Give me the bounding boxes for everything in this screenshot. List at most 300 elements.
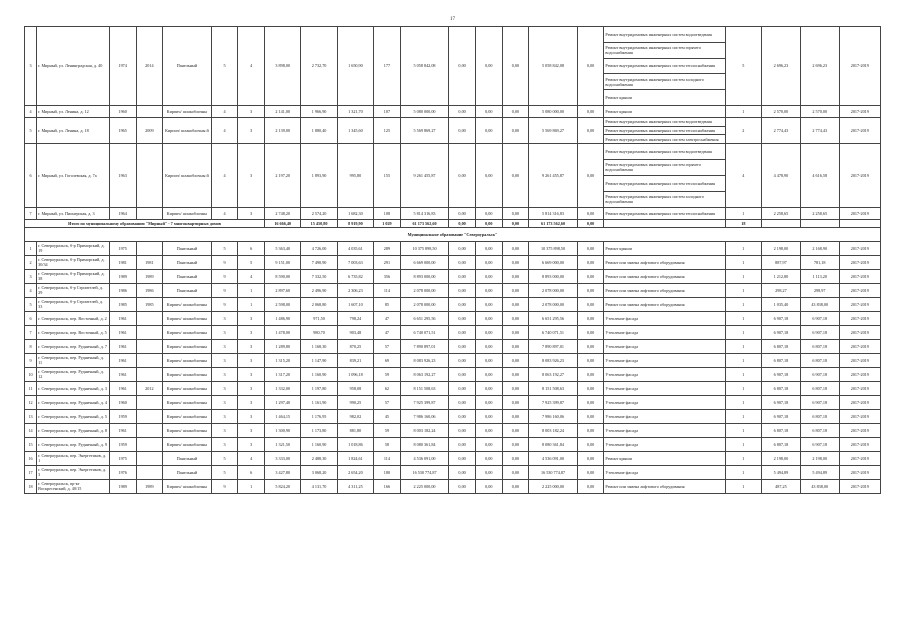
planned-period: 2017-2019 [839,283,880,297]
year-renovated [136,423,163,437]
residents: 291 [374,255,401,269]
table-row [25,311,881,325]
row-number: 9 [25,353,37,367]
municipal-cost: 0,00 [502,409,529,423]
floors: 3 [211,395,238,409]
entrances: 3 [238,339,265,353]
municipal-cost: 0,00 [502,283,529,297]
planned-period: 2017-2019 [839,207,880,219]
work-type: Ремонт внутридомовых инженерных систем теплоснабжения [604,175,725,191]
year-built: 1959 [109,437,136,451]
max-unit-cost: 298,97 [800,283,839,297]
other-cost: 0,00 [577,381,604,395]
municipal-cost: 0,00 [502,241,529,255]
regional-cost: 0,00 [475,423,502,437]
total-count: 18 [725,219,761,227]
works-count: 1 [725,255,761,269]
owners-cost: 7 890 897,01 [529,339,577,353]
planned-period: 2017-2019 [839,409,880,423]
fund-cost: 0,00 [449,367,476,381]
work-type: Ремонт крыши [604,105,725,117]
living-area-owned: 881,80 [337,423,373,437]
work-type: Утепление фасада [604,311,725,325]
address: г. Североуральск, б-р Приморский, д. 38 [37,269,110,283]
other-cost: 0,00 [577,367,604,381]
work-type: Ремонт внутридомовых инженерных систем водоотведения [604,117,725,126]
planned-period: 2017-2019 [839,297,880,311]
year-built: 1981 [109,255,136,269]
living-area-owned: 1 650,90 [337,27,373,106]
other-cost: 0,00 [577,395,604,409]
max-unit-cost: 2 570,00 [800,105,839,117]
year-built: 1989 [109,269,136,283]
address: г. Североуральск, б-р Строителей, д. 33 [37,297,110,311]
total-area: 1 464,15 [265,409,301,423]
total-area: 9 151,00 [265,255,301,269]
address: г. Североуральск, пер. Энергетиков, д. 1 [37,451,110,465]
year-built: 1961 [109,381,136,395]
other-cost: 0,00 [577,311,604,325]
work-type: Ремонт внутридомовых инженерных систем теплоснабжения [604,126,725,135]
works-count: 1 [725,339,761,353]
year-built: 1974 [109,27,136,106]
municipal-cost: 0,00 [502,451,529,465]
unit-cost: 1 212,80 [762,269,801,283]
residents: 177 [374,27,401,106]
total-area: 1 478,00 [265,325,301,339]
year-renovated: 1986 [136,283,163,297]
total-cost: 9 261 455,87 [400,143,448,207]
floors: 3 [211,339,238,353]
living-area-owned: 1 321,70 [337,105,373,117]
municipal-cost: 0,00 [502,423,529,437]
total-area: 2 598,00 [265,297,301,311]
residents: 47 [374,325,401,339]
municipal-cost: 0,00 [502,117,529,143]
work-type: Утепление фасада [604,465,725,479]
living-area: 1 147,90 [301,353,337,367]
work-type: Ремонт внутридомовых инженерных систем водоотведения [604,27,725,43]
work-type: Ремонт внутридомовых инженерных систем теплоснабжения [604,58,725,74]
fund-cost: 0,00 [449,409,476,423]
living-area-owned: 1 345,60 [337,117,373,143]
other-cost: 0,00 [577,465,604,479]
regional-cost: 0,00 [475,395,502,409]
floors: 9 [211,255,238,269]
floors: 4 [211,105,238,117]
max-unit-cost: 43 838,00 [800,297,839,311]
table-row [25,283,881,297]
owners-cost: 8 063 192,27 [529,367,577,381]
total-cost: 8 003 182,24 [400,423,448,437]
total-area: 3 333,00 [265,451,301,465]
living-area-owned: 7 003,63 [337,255,373,269]
planned-period: 2017-2019 [839,367,880,381]
year-renovated [136,451,163,465]
row-number: 6 [25,143,37,207]
address: г. Североуральск, пер. Рудничный, д. 9 [37,437,110,451]
total-area-2: 15 450,80 [301,219,337,227]
wall-material: Кирпич/ шлакоблочны [163,437,211,451]
works-count: 1 [725,465,761,479]
row-number: 5 [25,297,37,311]
address: г. Североуральск, пр-кт Воскресенский, д. 40/15 [37,479,110,493]
total-cost: 8 083 926,23 [400,353,448,367]
wall-material: Кирпич/ шлакоблочны й [163,117,211,143]
year-built: 1976 [109,465,136,479]
entrances: 6 [238,465,265,479]
floors: 3 [211,437,238,451]
year-built: 1985 [109,297,136,311]
living-area-owned: 2 654,20 [337,465,373,479]
living-area-owned: 903,48 [337,325,373,339]
entrances: 3 [238,143,265,207]
year-renovated: 2012 [136,381,163,395]
entrances: 3 [238,381,265,395]
unit-cost: 6 807,18 [762,423,801,437]
year-renovated [136,395,163,409]
living-area-owned: 958,08 [337,381,373,395]
entrances: 1 [238,297,265,311]
planned-period: 2017-2019 [839,423,880,437]
municipal-cost: 0,00 [502,381,529,395]
total-c3: 0,00 [502,219,529,227]
work-type: Утепление фасада [604,437,725,451]
row-number: 2 [25,255,37,269]
living-area-owned: 990,25 [337,395,373,409]
unit-cost: 2 696,23 [762,27,801,106]
owners-cost: 5 814 316,83 [529,207,577,219]
address: г. Североуральск, пер. Рудничный, д. 7 [37,339,110,353]
section-row-severouralsk [25,227,881,241]
address: г. Североуральск, б-р Приморский, д. 19 [37,241,110,255]
municipal-cost: 0,00 [502,367,529,381]
total-row-mirny [25,219,881,227]
work-type: Утепление фасада [604,423,725,437]
year-built: 1975 [109,241,136,255]
fund-cost: 0,00 [449,339,476,353]
regional-cost: 0,00 [475,297,502,311]
row-number: 7 [25,207,37,219]
fund-cost: 0,00 [449,143,476,207]
entrances: 3 [238,353,265,367]
unit-cost: 6 807,18 [762,381,801,395]
owners-cost: 2 078 000,00 [529,297,577,311]
floors: 5 [211,465,238,479]
total-cost: 2 078 000,00 [400,283,448,297]
municipal-cost: 0,00 [502,207,529,219]
residents: 356 [374,269,401,283]
living-area-owned: 982,02 [337,409,373,423]
total-cost: 10 375 898,50 [400,241,448,255]
regional-cost: 0,00 [475,353,502,367]
max-unit-cost: 6 907,18 [800,325,839,339]
regional-cost: 0,00 [475,479,502,493]
municipal-cost: 0,00 [502,297,529,311]
total-cost: 6 740 071,51 [400,325,448,339]
year-built: 1986 [109,283,136,297]
living-area: 1 197,80 [301,381,337,395]
table-row [25,241,881,255]
row-number: 1 [25,241,37,255]
max-unit-cost: 6 907,18 [800,395,839,409]
residents: 289 [374,241,401,255]
living-area: 2 496,90 [301,283,337,297]
fund-cost: 0,00 [449,269,476,283]
living-area-owned: 2 306,23 [337,283,373,297]
residents: 125 [374,117,401,143]
max-unit-cost: 2 696,23 [800,27,839,106]
max-unit-cost: 2 774,43 [800,117,839,143]
fund-cost: 0,00 [449,255,476,269]
residents: 59 [374,367,401,381]
total-area-1: 16 666,40 [265,219,301,227]
total-cost: 5 058 842,08 [400,27,448,106]
floors: 5 [211,241,238,255]
residents: 180 [374,465,401,479]
row-number: 5 [25,117,37,143]
table-row [25,339,881,353]
fund-cost: 0,00 [449,465,476,479]
wall-material: Кирпич/ шлакоблочны [163,353,211,367]
living-area: 1 161,90 [301,395,337,409]
table-row [25,325,881,339]
entrances: 6 [238,241,265,255]
residents: 108 [374,207,401,219]
total-cost: 6 669 000,00 [400,255,448,269]
table-row [25,465,881,479]
other-cost: 0,00 [577,437,604,451]
total-area: 3 898,00 [265,27,301,106]
entrances: 3 [238,325,265,339]
year-built: 1961 [109,353,136,367]
floors: 5 [211,451,238,465]
wall-material: Кирпич/ шлакоблочны [163,381,211,395]
owners-cost: 8 003 182,24 [529,423,577,437]
planned-period: 2017-2019 [839,465,880,479]
max-unit-cost: 2 198,00 [800,451,839,465]
living-area: 971,50 [301,311,337,325]
wall-material: Кирпич/ шлакоблочны [163,339,211,353]
table-row [25,409,881,423]
floors: 3 [211,353,238,367]
total-area: 2 197,20 [265,143,301,207]
unit-cost: 6 907,18 [762,311,801,325]
residents: 114 [374,451,401,465]
wall-material: Кирпич/ шлакоблочны й [163,143,211,207]
row-number: 17 [25,465,37,479]
regional-cost: 0,00 [475,339,502,353]
year-renovated [136,105,163,117]
wall-material: Кирпич/ шлакоблочны [163,423,211,437]
other-cost: 0,00 [577,207,604,219]
works-count: 1 [725,423,761,437]
row-number: 4 [25,283,37,297]
group2-rows [25,241,881,493]
total-area: 1 317,20 [265,367,301,381]
owners-cost: 8 083 926,23 [529,353,577,367]
municipal-cost: 0,00 [502,255,529,269]
owners-cost: 6 669 000,00 [529,255,577,269]
living-area-owned: 839,21 [337,353,373,367]
total-area: 1 486,90 [265,311,301,325]
residents: 114 [374,283,401,297]
year-renovated [136,241,163,255]
max-unit-cost: 6 807,18 [800,339,839,353]
year-renovated [136,143,163,207]
municipal-cost: 0,00 [502,269,529,283]
work-type: Ремонт или замена лифтового оборудования [604,297,725,311]
max-unit-cost: 6 807,18 [800,381,839,395]
housing-repair-register-table [24,26,881,494]
year-built: 1959 [109,409,136,423]
row-number: 7 [25,325,37,339]
row-number: 18 [25,479,37,493]
fund-cost: 0,00 [449,283,476,297]
works-count: 1 [725,381,761,395]
address: г. Североуральск, пер. Рудничный, д. 8 [37,423,110,437]
table-row [25,269,881,283]
address: г. Мирный, ул. Ленинградская, д. 40 [37,27,110,106]
planned-period: 2017-2019 [839,255,880,269]
year-renovated [136,207,163,219]
table-row [25,451,881,465]
work-type: Ремонт или замена лифтового оборудования [604,479,725,493]
work-type: Ремонт внутридомовых инженерных систем водоотведения [604,143,725,159]
entrances: 3 [238,367,265,381]
owners-cost: 5 058 842,08 [529,27,577,106]
total-cost: 8 063 192,27 [400,367,448,381]
row-number: 13 [25,409,37,423]
owners-cost: 8 151 508,63 [529,381,577,395]
planned-period: 2017-2019 [839,117,880,143]
works-count: 1 [725,241,761,255]
fund-cost: 0,00 [449,381,476,395]
max-unit-cost: 1 113,20 [800,269,839,283]
other-cost: 0,00 [577,255,604,269]
work-type: Ремонт внутридомовых инженерных систем холодного водоснабжения [604,74,725,90]
section-title: Муниципальное образование "Североуральск" [25,227,881,241]
entrances: 3 [238,311,265,325]
floors: 4 [211,117,238,143]
owners-cost: 6 740 071,51 [529,325,577,339]
table-row [25,255,881,269]
regional-cost: 0,00 [475,409,502,423]
wall-material: Панельный [163,269,211,283]
total-cost: 6 651 295,56 [400,311,448,325]
regional-cost: 0,00 [475,255,502,269]
year-renovated [136,437,163,451]
year-built: 1961 [109,423,136,437]
works-count: 1 [725,325,761,339]
owners-cost: 5 569 869,27 [529,117,577,143]
total-empty-1 [762,219,801,227]
work-type: Ремонт внутридомовых инженерных систем теплоснабжения [604,207,725,219]
municipal-cost: 0,00 [502,395,529,409]
total-area: 1 315,20 [265,353,301,367]
total-area: 1 297,40 [265,395,301,409]
wall-material: Панельный [163,255,211,269]
owners-cost: 6 651 295,56 [529,311,577,325]
address: г. Североуральск, б-р Строителей, д. 29 [37,283,110,297]
max-unit-cost: 43 838,00 [800,479,839,493]
other-cost: 0,00 [577,479,604,493]
fund-cost: 0,00 [449,297,476,311]
work-type: Ремонт крыши [604,90,725,106]
works-count: 4 [725,143,761,207]
owners-cost: 8 080 361,84 [529,437,577,451]
year-renovated [136,367,163,381]
max-unit-cost: 6 907,18 [800,367,839,381]
work-type: Утепление фасада [604,325,725,339]
year-built: 1960 [109,105,136,117]
group1-rows [25,27,881,220]
entrances: 3 [238,423,265,437]
total-area: 1 332,00 [265,381,301,395]
planned-period: 2017-2019 [839,325,880,339]
total-cost: 61 173 562,60 [400,219,448,227]
year-renovated: 1989 [136,479,163,493]
living-area-owned: 6 735,82 [337,269,373,283]
wall-material: Панельный [163,283,211,297]
total-area: 1 289,80 [265,339,301,353]
living-area: 1 176,95 [301,409,337,423]
address: г. Североуральск, пер. Рудничный, д. 3 [37,381,110,395]
work-type: Утепление фасада [604,339,725,353]
year-renovated: 2009 [136,117,163,143]
planned-period: 2017-2019 [839,451,880,465]
entrances: 4 [238,27,265,106]
works-count: 1 [725,283,761,297]
living-area: 1 966,90 [301,105,337,117]
row-number: 6 [25,311,37,325]
works-count: 1 [725,409,761,423]
wall-material: Кирпич/ шлакоблочны [163,105,211,117]
wall-material: Кирпич/ шлакоблочны [163,297,211,311]
page-number: 17 [450,17,455,22]
floors: 4 [211,207,238,219]
living-area-owned: 1 018,86 [337,437,373,451]
year-built: 1965 [109,117,136,143]
living-area-owned: 1 096,18 [337,367,373,381]
regional-cost: 0,00 [475,117,502,143]
works-count: 1 [725,105,761,117]
year-built: 1963 [109,143,136,207]
unit-cost: 6 807,18 [762,339,801,353]
planned-period: 2017-2019 [839,437,880,451]
year-built: 1961 [109,325,136,339]
total-area: 5 824,20 [265,479,301,493]
year-built: 1975 [109,451,136,465]
max-unit-cost: 6 807,18 [800,423,839,437]
max-unit-cost: 4 616,58 [800,143,839,207]
address: г. Мирный, ул. Пионерская, д. 3 [37,207,110,219]
unit-cost: 2 198,00 [762,241,801,255]
works-count: 1 [725,311,761,325]
total-works-empty [604,219,725,227]
regional-cost: 0,00 [475,143,502,207]
living-area: 1 893,90 [301,143,337,207]
other-cost: 0,00 [577,339,604,353]
unit-cost: 2 570,00 [762,105,801,117]
floors: 3 [211,381,238,395]
total-cost: 2 225 000,00 [400,479,448,493]
works-count: 5 [725,27,761,106]
table-row [25,27,881,43]
entrances: 4 [238,269,265,283]
unit-cost: 6 907,18 [762,395,801,409]
regional-cost: 0,00 [475,465,502,479]
